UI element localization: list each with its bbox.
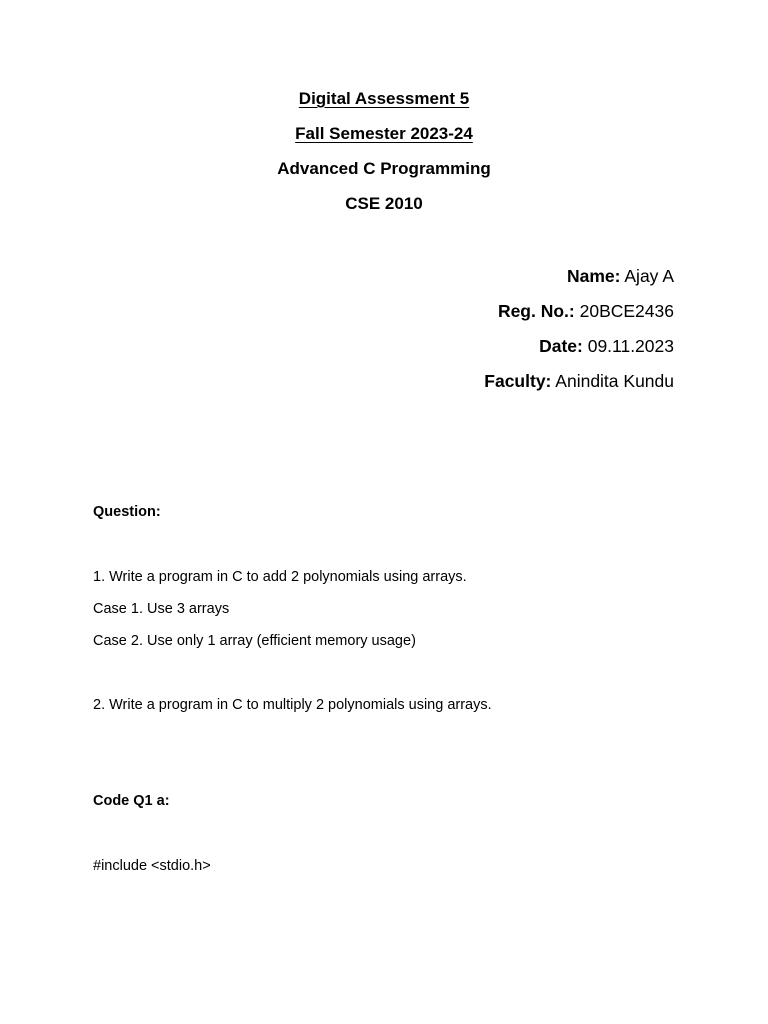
faculty-label: Faculty:	[484, 371, 552, 391]
reg-label: Reg. No.:	[497, 301, 575, 321]
semester-title-text: Fall Semester 2023-24	[295, 124, 473, 143]
course-code	[0, 193, 768, 215]
name-value: Ajay A	[620, 266, 674, 286]
faculty-value: Anindita Kundu	[551, 371, 674, 391]
name-line	[567, 265, 674, 287]
question-1: 1. Write a program in C to add 2 polynomials using arrays.	[93, 569, 467, 585]
course-code-text: CSE 2010	[345, 194, 423, 213]
faculty-line	[484, 370, 674, 392]
course-title-text: Advanced C Programming	[277, 159, 491, 178]
date-label: Date:	[539, 336, 583, 356]
question-2: 2. Write a program in C to multiply 2 polynomials using arrays.	[93, 697, 492, 713]
reg-value: 20BCE2436	[574, 301, 674, 321]
name-label: Name:	[566, 266, 621, 286]
assessment-title-text: Digital Assessment 5	[298, 89, 470, 108]
question-1-case-1: Case 1. Use 3 arrays	[93, 601, 230, 617]
course-title	[0, 158, 768, 180]
question-heading: Question:	[93, 504, 161, 520]
assessment-title	[0, 88, 768, 110]
date-value: 09.11.2023	[582, 336, 674, 356]
reg-line	[498, 300, 674, 322]
semester-title	[0, 123, 768, 145]
date-line	[539, 335, 674, 357]
code-line-1: #include <stdio.h>	[93, 858, 211, 874]
code-heading: Code Q1 a:	[93, 793, 170, 809]
question-1-case-2: Case 2. Use only 1 array (efficient memory usage)	[93, 633, 416, 649]
